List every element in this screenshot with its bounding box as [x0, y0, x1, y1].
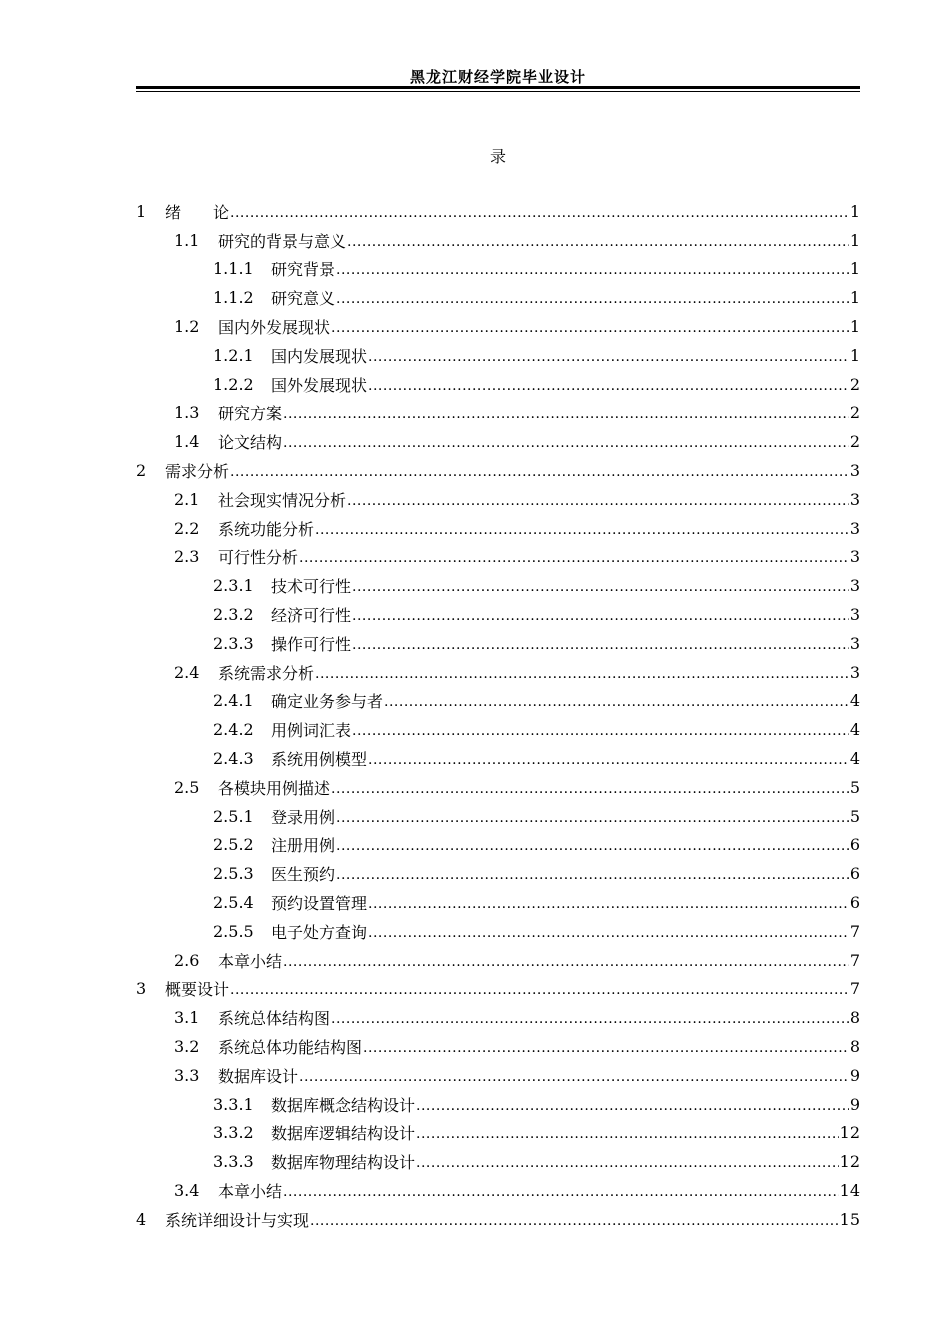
- toc-entry-title: 国外发展现状: [271, 375, 368, 395]
- toc-dot-leader: [336, 261, 849, 277]
- toc-entry[interactable]: [136, 255, 860, 284]
- toc-entry[interactable]: [136, 773, 860, 802]
- toc-entry-title: 数据库逻辑结构设计: [271, 1124, 416, 1144]
- toc-dot-leader: [283, 1183, 839, 1199]
- toc-entry-number: 2.5.5: [213, 921, 254, 941]
- toc-dot-leader: [384, 693, 849, 709]
- toc-entry[interactable]: [136, 197, 860, 226]
- toc-entry-page: 2: [849, 403, 860, 423]
- toc-entry-number: 2.5.1: [213, 806, 254, 826]
- toc-entry-page: 1: [849, 201, 860, 221]
- toc-dot-leader: [368, 348, 849, 364]
- toc-dot-leader: [230, 463, 849, 479]
- toc-entry-number: 2.3.1: [213, 576, 254, 596]
- toc-entry-page: 4: [849, 749, 860, 769]
- toc-entry-page: 7: [849, 921, 860, 941]
- toc-entry-page: 3: [849, 461, 860, 481]
- toc-title: 录: [489, 147, 506, 166]
- toc-entry-title: 登录用例: [271, 807, 336, 827]
- toc-dot-leader: [283, 434, 849, 450]
- toc-dot-leader: [315, 665, 849, 681]
- toc-entry[interactable]: [136, 888, 860, 917]
- toc-entry-number: 2.4.2: [213, 720, 254, 740]
- toc-entry-number: 1.1.2: [213, 288, 254, 308]
- toc-entry-title: 经济可行性: [271, 606, 352, 626]
- toc-entry-page: 1: [849, 317, 860, 337]
- toc-entry-number: 3.2: [174, 1037, 200, 1056]
- toc-entry-number: 2.2: [174, 518, 200, 538]
- toc-dot-leader: [331, 1010, 849, 1026]
- toc-entry-number: 3.3.1: [213, 1094, 254, 1114]
- toc-entry-page: 6: [849, 864, 860, 884]
- toc-entry-page: 9: [849, 1094, 860, 1114]
- toc-entry-title: 技术可行性: [271, 577, 352, 597]
- toc-entry-title: 系统详细设计与实现: [165, 1210, 310, 1230]
- toc-entry[interactable]: [136, 543, 860, 572]
- toc-entry-number: 2.5: [174, 777, 200, 797]
- toc-entry[interactable]: [136, 1032, 860, 1061]
- toc-entry-page: 3: [849, 605, 860, 625]
- toc-entry[interactable]: [136, 427, 860, 456]
- toc-entry[interactable]: [136, 1205, 860, 1234]
- toc-entry-title: 各模块用例描述: [218, 778, 331, 798]
- toc-entry-title: 可行性分析: [218, 548, 299, 568]
- toc-dot-leader: [416, 1154, 839, 1170]
- toc-dot-leader: [283, 953, 849, 969]
- toc-dot-leader: [299, 1068, 849, 1084]
- toc-entry-number: 3.4: [174, 1180, 200, 1200]
- toc-entry-title: 研究背景: [271, 260, 336, 280]
- toc-entry-number: 2.5.4: [213, 893, 254, 913]
- toc-entry-title: 确定业务参与者: [271, 692, 384, 712]
- toc-entry-page: 1: [849, 259, 860, 279]
- toc-entry-number: 2: [136, 461, 147, 481]
- toc-entry-page: 6: [849, 835, 860, 855]
- toc-entry[interactable]: [136, 1147, 860, 1176]
- toc-dot-leader: [352, 722, 849, 738]
- toc-entry-number: 1: [136, 201, 147, 221]
- toc-dot-leader: [336, 290, 849, 306]
- toc-entry-number: 3.3.3: [213, 1152, 254, 1172]
- toc-entry-page: 1: [849, 345, 860, 365]
- toc-entry-number: 2.3.2: [213, 605, 254, 625]
- toc-entry-number: 2.5.2: [213, 835, 254, 855]
- toc-entry-title: 预约设置管理: [271, 894, 368, 914]
- toc-entry-title: 研究方案: [218, 404, 283, 424]
- toc-entry-title: 操作可行性: [271, 634, 352, 654]
- toc-entry[interactable]: [136, 802, 860, 831]
- toc-dot-leader: [352, 636, 849, 652]
- toc-entry-number: 2.3: [174, 547, 200, 567]
- toc-entry-number: 2.1: [174, 489, 200, 509]
- toc-dot-leader: [299, 549, 849, 565]
- toc-dot-leader: [310, 1212, 839, 1228]
- toc-entry-number: 1.4: [174, 432, 200, 452]
- toc-entry-page: 3: [849, 547, 860, 567]
- toc-entry-title: 数据库概念结构设计: [271, 1095, 416, 1115]
- toc-dot-leader: [336, 837, 849, 853]
- toc-entry-number: 3.1: [174, 1008, 200, 1028]
- toc-entry-title: 需求分析: [165, 462, 230, 482]
- header-rule-thin: [136, 91, 860, 92]
- toc-entry-page: 5: [849, 777, 860, 797]
- toc-entry[interactable]: [136, 1119, 860, 1148]
- toc-entry-number: 2.3.3: [213, 633, 254, 653]
- toc-dot-leader: [363, 1039, 849, 1055]
- toc-entry-title: 本章小结: [218, 951, 283, 971]
- toc-entry[interactable]: [136, 341, 860, 370]
- toc-dot-leader: [416, 1097, 849, 1113]
- toc-dot-leader: [331, 319, 849, 335]
- toc-entry[interactable]: [136, 917, 860, 946]
- toc-entry-page: 3: [849, 576, 860, 596]
- toc-entry-page: 12: [839, 1123, 860, 1143]
- toc-entry[interactable]: [136, 226, 860, 255]
- toc-entry-page: 8: [849, 1008, 860, 1028]
- toc-entry-page: 6: [849, 893, 860, 913]
- toc-entry-number: 1.2.1: [213, 345, 254, 365]
- toc-dot-leader: [336, 809, 849, 825]
- toc-dot-leader: [368, 924, 849, 940]
- toc-entry-page: 3: [849, 633, 860, 653]
- toc-dot-leader: [368, 751, 849, 767]
- toc-entry-page: 3: [849, 662, 860, 682]
- toc-dot-leader: [368, 895, 849, 911]
- toc-entry-page: 7: [849, 979, 860, 999]
- toc-entry-page: 3: [849, 489, 860, 509]
- toc-entry-page: 14: [839, 1180, 860, 1200]
- toc-entry-page: 4: [849, 720, 860, 740]
- toc-entry[interactable]: [136, 1061, 860, 1090]
- toc-entry-title: 电子处方查询: [271, 922, 368, 942]
- toc-entry[interactable]: [136, 658, 860, 687]
- toc-entry-page: 8: [849, 1037, 860, 1056]
- page-header-title: 黑龙江财经学院毕业设计: [409, 68, 586, 86]
- toc-entry-title: 国内外发展现状: [218, 318, 331, 338]
- toc-entry-number: 2.5.3: [213, 864, 254, 884]
- toc-dot-leader: [347, 233, 849, 249]
- toc-entry-number: 3.3: [174, 1065, 200, 1085]
- toc-entry[interactable]: [136, 831, 860, 860]
- toc-entry-page: 15: [839, 1209, 860, 1229]
- toc-entry-title: 本章小结: [218, 1181, 283, 1201]
- toc-entry-number: 3.3.2: [213, 1123, 254, 1143]
- toc-entry-page: 4: [849, 691, 860, 711]
- toc-entry-title: 国内发展现状: [271, 346, 368, 366]
- toc-entry-number: 2.4.3: [213, 749, 254, 769]
- toc-entry[interactable]: [136, 975, 860, 1004]
- toc-dot-leader: [315, 521, 849, 537]
- toc-entry-title: 系统总体结构图: [218, 1009, 331, 1029]
- toc-entry[interactable]: [136, 312, 860, 341]
- toc-entry-number: 1.2.2: [213, 374, 254, 394]
- toc-entry-page: 7: [849, 950, 860, 970]
- toc-entry-title: 用例词汇表: [271, 721, 352, 741]
- toc-entry-title: 医生预约: [271, 865, 336, 885]
- toc-dot-leader: [352, 578, 849, 594]
- toc-dot-leader: [230, 981, 849, 997]
- toc-entry-number: 2.4: [174, 662, 200, 682]
- toc-entry[interactable]: [136, 744, 860, 773]
- toc-entry-number: 1.3: [174, 403, 200, 423]
- toc-entry-number: 3: [136, 979, 147, 999]
- toc-entry[interactable]: [136, 571, 860, 600]
- toc-entry-title: 系统总体功能结构图: [218, 1038, 363, 1057]
- table-of-contents: [136, 197, 860, 1234]
- toc-entry-page: 2: [849, 432, 860, 452]
- toc-dot-leader: [352, 607, 849, 623]
- toc-entry[interactable]: [136, 687, 860, 716]
- toc-dot-leader: [331, 780, 849, 796]
- toc-entry[interactable]: [136, 859, 860, 888]
- toc-entry[interactable]: [136, 370, 860, 399]
- toc-dot-leader: [230, 204, 849, 220]
- toc-entry-title: 研究意义: [271, 289, 336, 309]
- toc-entry-title: 研究的背景与意义: [218, 231, 347, 251]
- header-rule-thick: [136, 86, 860, 89]
- toc-entry[interactable]: [136, 1090, 860, 1119]
- toc-entry-page: 1: [849, 288, 860, 308]
- toc-entry[interactable]: [136, 1176, 860, 1205]
- toc-entry[interactable]: [136, 399, 860, 428]
- toc-entry-title: 社会现实情况分析: [218, 490, 347, 510]
- toc-dot-leader: [336, 866, 849, 882]
- toc-dot-leader: [368, 377, 849, 393]
- toc-entry-page: 9: [849, 1065, 860, 1085]
- toc-entry[interactable]: [136, 485, 860, 514]
- toc-entry-title: 绪 论: [165, 202, 230, 222]
- toc-entry[interactable]: [136, 514, 860, 543]
- toc-entry[interactable]: [136, 283, 860, 312]
- toc-entry-number: 2.6: [174, 950, 200, 970]
- toc-entry-page: 5: [849, 806, 860, 826]
- toc-entry-page: 3: [849, 518, 860, 538]
- toc-entry-title: 论文结构: [218, 433, 283, 453]
- toc-entry[interactable]: [136, 629, 860, 658]
- toc-entry-title: 系统用例模型: [271, 750, 368, 770]
- toc-dot-leader: [347, 492, 849, 508]
- toc-entry-title: 数据库物理结构设计: [271, 1153, 416, 1173]
- toc-entry-title: 数据库设计: [218, 1066, 299, 1086]
- toc-entry-number: 2.4.1: [213, 691, 254, 711]
- toc-entry-title: 系统功能分析: [218, 519, 315, 539]
- toc-entry-page: 1: [849, 230, 860, 250]
- toc-entry[interactable]: [136, 456, 860, 485]
- toc-entry-title: 概要设计: [165, 980, 230, 1000]
- toc-entry-number: 1.2: [174, 317, 200, 337]
- toc-dot-leader: [416, 1125, 839, 1141]
- toc-dot-leader: [283, 405, 849, 421]
- toc-entry-number: 1.1: [174, 230, 200, 250]
- toc-entry-number: 1.1.1: [213, 259, 254, 279]
- toc-entry-page: 12: [839, 1152, 860, 1172]
- toc-entry-number: 4: [136, 1209, 147, 1229]
- toc-entry[interactable]: [136, 715, 860, 744]
- toc-entry-title: 注册用例: [271, 836, 336, 856]
- toc-entry[interactable]: [136, 600, 860, 629]
- toc-entry-title: 系统需求分析: [218, 663, 315, 683]
- toc-entry[interactable]: [136, 946, 860, 975]
- toc-entry-page: 2: [849, 374, 860, 394]
- toc-entry[interactable]: [136, 1003, 860, 1032]
